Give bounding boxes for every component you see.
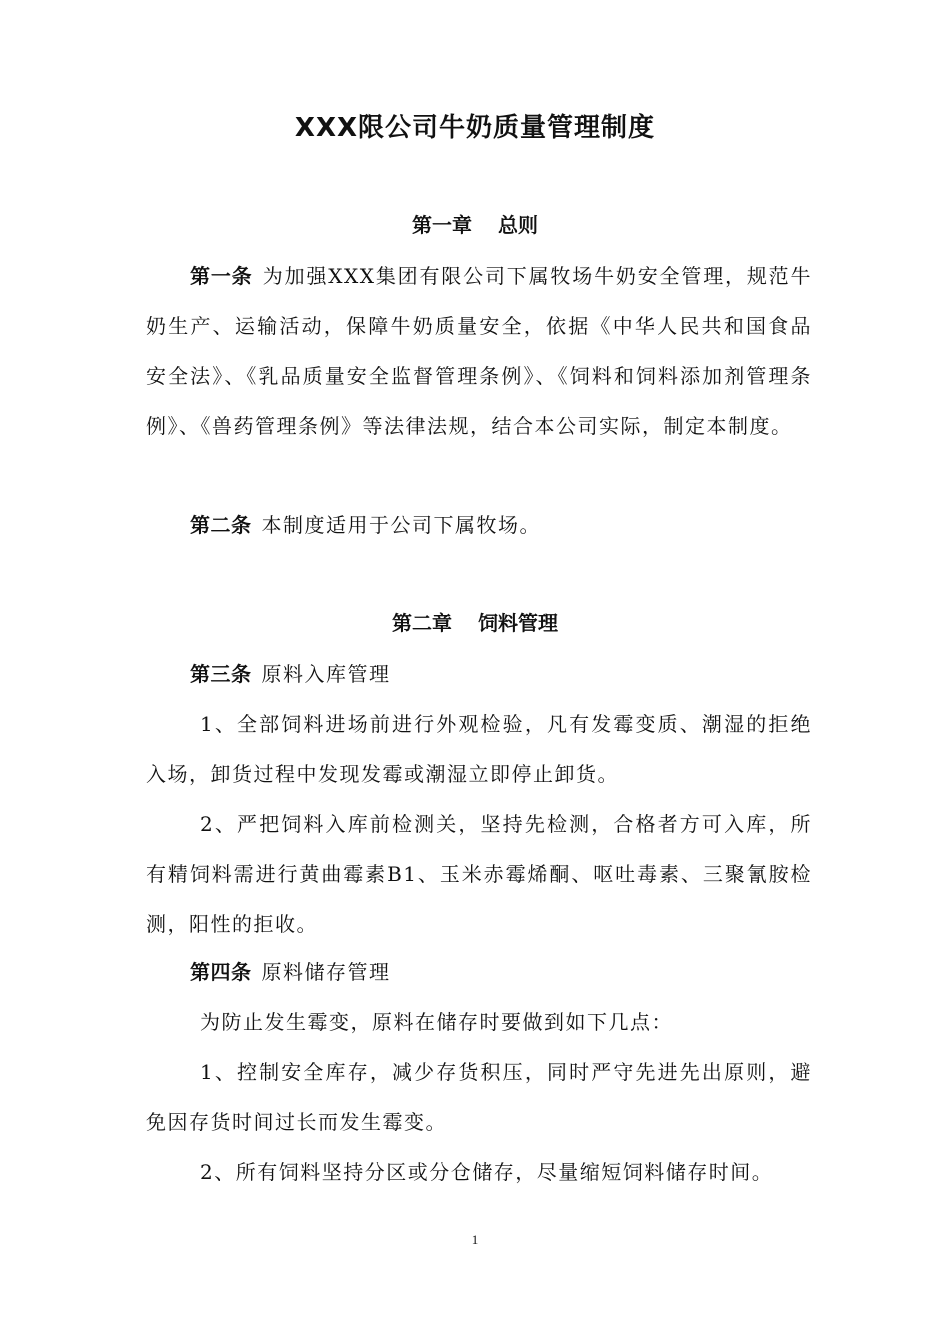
chapter-2-name: 饲料管理 (478, 611, 558, 635)
article-4 (146, 947, 812, 997)
article-3-heading: 第三条 (190, 662, 252, 686)
article-1 (146, 251, 812, 451)
article-3-item-1: 1、全部饲料进场前进行外观检验，凡有发霉变质、潮湿的拒绝入场，卸货过程中发现发霉或潮湿立即停止卸货。 (146, 712, 812, 786)
article-4-heading: 第四条 (190, 960, 252, 984)
article-4-text: 原料储存管理 (261, 960, 391, 984)
article-1-text: 为加强XXX集团有限公司下属牧场牛奶安全管理，规范牛奶生产、运输活动，保障牛奶质量安全，依据《中华人民共和国食品安全法》、《乳品质量安全监督管理条例》、《饲料和饲料添加剂管理条例》、《兽药管理条例》等法律法规，结合本公司实际，制定本制度。 (146, 264, 813, 438)
chapter-2-label: 第二章 (392, 611, 452, 635)
article-2-heading: 第二条 (190, 513, 252, 537)
chapter-1-label: 第一章 (412, 213, 472, 237)
article-4-item-2: 2、所有饲料坚持分区或分仓储存，尽量缩短饲料储存时间。 (200, 1160, 774, 1184)
article-4-item-1: 1、控制安全库存，减少存货积压，同时严守先进先出原则，避免因存货时间过长而发生霉变。 (146, 1060, 812, 1134)
article-2 (146, 500, 812, 550)
document-title: XXX限公司牛奶质量管理制度 (294, 113, 656, 143)
article-3 (146, 649, 812, 699)
chapter-1-heading (0, 210, 950, 240)
article-1-heading: 第一条 (190, 264, 253, 288)
article-3-item-2: 2、严把饲料入库前检测关，坚持先检测，合格者方可入库，所有精饲料需进行黄曲霉素B1、玉米赤霉烯酮、呕吐毒素、三聚氰胺检测，阳性的拒收。 (146, 812, 812, 936)
page-number: 1 (471, 1232, 479, 1247)
chapter-1-name: 总则 (498, 213, 538, 237)
article-2-text: 本制度适用于公司下属牧场。 (261, 513, 541, 537)
chapter-2-heading (0, 608, 950, 638)
article-3-text: 原料入库管理 (261, 662, 391, 686)
article-4-intro: 为防止发生霉变，原料在储存时要做到如下几点： (200, 1010, 673, 1034)
